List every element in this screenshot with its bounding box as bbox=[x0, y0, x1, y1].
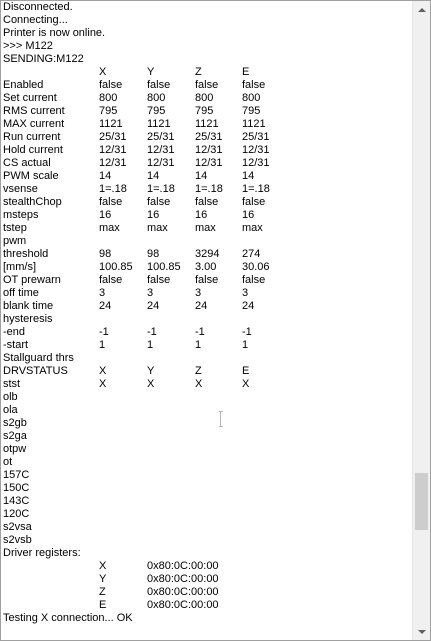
console-text: >>> M122 bbox=[3, 40, 53, 52]
stat-row bbox=[3, 521, 411, 534]
stat-row bbox=[3, 469, 411, 482]
stat-row bbox=[3, 326, 411, 339]
stat-value: 24 bbox=[242, 300, 255, 312]
stat-value: X bbox=[99, 378, 107, 390]
stat-value: false bbox=[242, 196, 266, 208]
console-line bbox=[3, 1, 411, 14]
stat-row bbox=[3, 404, 411, 417]
stat-value: -1 bbox=[242, 326, 252, 338]
stat-value: 12/31 bbox=[147, 157, 175, 169]
stat-value: max bbox=[99, 222, 120, 234]
stat-value: 25/31 bbox=[99, 131, 127, 143]
stat-row bbox=[3, 157, 411, 170]
stat-label: tstep bbox=[3, 222, 27, 234]
scroll-down-button[interactable] bbox=[413, 623, 430, 640]
stat-value: -1 bbox=[99, 326, 109, 338]
console-text: Disconnected. bbox=[3, 1, 73, 13]
stat-value: 25/31 bbox=[147, 131, 175, 143]
stat-value: 3 bbox=[147, 287, 154, 299]
stat-row bbox=[3, 443, 411, 456]
stat-label: vsense bbox=[3, 183, 38, 195]
stat-value: 98 bbox=[147, 248, 160, 260]
stat-label: DRVSTATUS bbox=[3, 365, 68, 377]
stat-row bbox=[3, 261, 411, 274]
axis-label: Y bbox=[147, 66, 155, 78]
stat-value: 1121 bbox=[99, 118, 123, 130]
stat-label: 150C bbox=[3, 482, 30, 494]
stat-label: msteps bbox=[3, 209, 39, 221]
stat-value: 12/31 bbox=[99, 144, 127, 156]
stat-value: Y bbox=[147, 365, 155, 377]
stat-label: -end bbox=[3, 326, 26, 338]
stat-row bbox=[3, 79, 411, 92]
stat-row bbox=[3, 287, 411, 300]
stat-value: 1=.18 bbox=[147, 183, 175, 195]
stat-row bbox=[3, 92, 411, 105]
stat-row bbox=[3, 222, 411, 235]
stat-label: Stallguard thrs bbox=[3, 352, 74, 364]
axis-label: E bbox=[242, 66, 250, 78]
stat-value: max bbox=[147, 222, 168, 234]
stat-row bbox=[3, 482, 411, 495]
scroll-up-button[interactable] bbox=[413, 1, 430, 18]
console-line bbox=[3, 40, 411, 53]
stat-value: 16 bbox=[195, 209, 208, 221]
stat-value: 16 bbox=[99, 209, 112, 221]
stat-value: 274 bbox=[242, 248, 261, 260]
stat-value: X bbox=[147, 378, 155, 390]
register-row bbox=[3, 586, 411, 599]
stat-row bbox=[3, 339, 411, 352]
stat-value: 12/31 bbox=[242, 144, 270, 156]
stat-value: 98 bbox=[99, 248, 112, 260]
stat-value: 100.85 bbox=[147, 261, 181, 273]
stat-row bbox=[3, 196, 411, 209]
stat-value: 16 bbox=[147, 209, 160, 221]
stat-label: otpw bbox=[3, 443, 27, 455]
console-text: SENDING:M122 bbox=[3, 53, 84, 65]
stat-label: olb bbox=[3, 391, 18, 403]
stat-value: false bbox=[147, 196, 171, 208]
stat-row bbox=[3, 365, 411, 378]
stat-value: 3.00 bbox=[195, 261, 217, 273]
stat-value: false bbox=[99, 196, 123, 208]
vertical-scrollbar[interactable] bbox=[412, 1, 430, 640]
stat-label: CS actual bbox=[3, 157, 51, 169]
register-row bbox=[3, 573, 411, 586]
stat-label: s2vsb bbox=[3, 534, 32, 546]
console-line bbox=[3, 53, 411, 66]
stat-value: 16 bbox=[242, 209, 255, 221]
register-axis: Y bbox=[99, 573, 107, 585]
stat-row bbox=[3, 495, 411, 508]
stat-value: max bbox=[195, 222, 216, 234]
register-row bbox=[3, 599, 411, 612]
stat-label: threshold bbox=[3, 248, 49, 260]
register-axis: Z bbox=[99, 586, 106, 598]
stat-value: 800 bbox=[147, 92, 166, 104]
stat-label: 143C bbox=[3, 495, 30, 507]
stat-value: 24 bbox=[99, 300, 112, 312]
register-value: 0x80:0C:00:00 bbox=[147, 599, 219, 611]
stat-label: -start bbox=[3, 339, 29, 351]
stat-value: 800 bbox=[99, 92, 118, 104]
stat-value: X bbox=[195, 378, 203, 390]
stat-row bbox=[3, 105, 411, 118]
stat-value: 12/31 bbox=[242, 157, 270, 169]
stat-label: stst bbox=[3, 378, 21, 390]
stat-value: -1 bbox=[195, 326, 205, 338]
stat-label: RMS current bbox=[3, 105, 65, 117]
stat-row bbox=[3, 547, 411, 560]
stat-label: blank time bbox=[3, 300, 54, 312]
stat-value: 12/31 bbox=[99, 157, 127, 169]
stat-label: Run current bbox=[3, 131, 61, 143]
stat-value: X bbox=[242, 378, 250, 390]
stat-label: s2vsa bbox=[3, 521, 32, 533]
stat-value: 1 bbox=[99, 339, 106, 351]
stat-value: E bbox=[242, 365, 250, 377]
stat-value: false bbox=[99, 79, 123, 91]
stat-value: 800 bbox=[242, 92, 261, 104]
stat-label: ola bbox=[3, 404, 18, 416]
register-row bbox=[3, 560, 411, 573]
stat-value: 1 bbox=[242, 339, 249, 351]
stat-value: 1 bbox=[147, 339, 154, 351]
stat-row bbox=[3, 391, 411, 404]
stat-value: 30.06 bbox=[242, 261, 270, 273]
stat-row bbox=[3, 274, 411, 287]
stat-value: 24 bbox=[147, 300, 160, 312]
stat-value: 795 bbox=[242, 105, 261, 117]
stat-value: 12/31 bbox=[147, 144, 175, 156]
stat-value: 14 bbox=[99, 170, 112, 182]
stat-value: 3 bbox=[195, 287, 202, 299]
stat-value: Z bbox=[195, 365, 202, 377]
scrollbar-thumb[interactable] bbox=[415, 473, 428, 530]
stat-label: Hold current bbox=[3, 144, 63, 156]
stat-value: -1 bbox=[147, 326, 157, 338]
i-beam-cursor-icon bbox=[219, 411, 223, 427]
console-line bbox=[3, 14, 411, 27]
stat-row bbox=[3, 118, 411, 131]
stat-value: 3294 bbox=[195, 248, 220, 260]
stat-value: max bbox=[242, 222, 263, 234]
stat-value: false bbox=[195, 79, 219, 91]
stat-value: 1=.18 bbox=[195, 183, 223, 195]
stat-label: stealthChop bbox=[3, 196, 62, 208]
stat-value: 14 bbox=[147, 170, 160, 182]
stat-value: false bbox=[147, 274, 171, 286]
stat-value: false bbox=[195, 196, 219, 208]
stat-value: 1121 bbox=[242, 118, 266, 130]
stat-label: pwm bbox=[3, 235, 27, 247]
stat-value: 12/31 bbox=[195, 157, 223, 169]
stat-value: 25/31 bbox=[242, 131, 270, 143]
stat-label: Set current bbox=[3, 92, 57, 104]
stat-value: 12/31 bbox=[195, 144, 223, 156]
stat-row bbox=[3, 183, 411, 196]
stat-value: 800 bbox=[195, 92, 214, 104]
register-axis: X bbox=[99, 560, 107, 572]
stat-row bbox=[3, 248, 411, 261]
stat-label: s2ga bbox=[3, 430, 27, 442]
stat-row bbox=[3, 352, 411, 365]
stat-label: hysteresis bbox=[3, 313, 53, 325]
register-value: 0x80:0C:00:00 bbox=[147, 586, 219, 598]
stat-value: false bbox=[147, 79, 171, 91]
stat-label: [mm/s] bbox=[3, 261, 36, 273]
stat-label: Enabled bbox=[3, 79, 44, 91]
stat-value: 1=.18 bbox=[99, 183, 127, 195]
stat-value: false bbox=[195, 274, 219, 286]
stat-value: X bbox=[99, 365, 107, 377]
stat-row bbox=[3, 456, 411, 469]
stat-row bbox=[3, 131, 411, 144]
stat-value: 1121 bbox=[147, 118, 171, 130]
stat-value: 795 bbox=[195, 105, 214, 117]
stat-label: s2gb bbox=[3, 417, 27, 429]
stat-row bbox=[3, 235, 411, 248]
stat-row bbox=[3, 378, 411, 391]
stat-label: MAX current bbox=[3, 118, 65, 130]
stat-value: 25/31 bbox=[195, 131, 223, 143]
stat-row bbox=[3, 534, 411, 547]
stat-label: 157C bbox=[3, 469, 30, 481]
stat-row bbox=[3, 209, 411, 222]
stat-label: off time bbox=[3, 287, 39, 299]
stat-value: 795 bbox=[99, 105, 118, 117]
axis-header-row bbox=[3, 66, 411, 79]
axis-label: X bbox=[99, 66, 107, 78]
stat-value: 795 bbox=[147, 105, 166, 117]
arrow-down-icon bbox=[418, 630, 426, 634]
stat-row bbox=[3, 300, 411, 313]
stat-value: false bbox=[99, 274, 123, 286]
stat-label: ot bbox=[3, 456, 13, 468]
stat-value: 24 bbox=[195, 300, 208, 312]
stat-value: 3 bbox=[99, 287, 106, 299]
stat-row bbox=[3, 144, 411, 157]
stat-row bbox=[3, 508, 411, 521]
axis-label: Z bbox=[195, 66, 202, 78]
stat-row bbox=[3, 417, 411, 430]
register-axis: E bbox=[99, 599, 107, 611]
stat-value: 1=.18 bbox=[242, 183, 270, 195]
stat-value: 3 bbox=[242, 287, 249, 299]
stat-label: PWM scale bbox=[3, 170, 59, 182]
stat-row bbox=[3, 430, 411, 443]
stat-value: 100.85 bbox=[99, 261, 133, 273]
register-value: 0x80:0C:00:00 bbox=[147, 560, 219, 572]
console-text: Testing X connection... OK bbox=[3, 612, 133, 624]
console-line bbox=[3, 612, 411, 625]
register-value: 0x80:0C:00:00 bbox=[147, 573, 219, 585]
console-line bbox=[3, 27, 411, 40]
stat-value: false bbox=[242, 79, 266, 91]
stat-value: false bbox=[242, 274, 266, 286]
stat-label: OT prewarn bbox=[3, 274, 61, 286]
console-log bbox=[3, 1, 411, 640]
stat-value: 1 bbox=[195, 339, 202, 351]
console-text: Connecting... bbox=[3, 14, 68, 26]
arrow-up-icon bbox=[418, 8, 426, 12]
stat-value: 14 bbox=[242, 170, 255, 182]
stat-row bbox=[3, 170, 411, 183]
stat-value: 1121 bbox=[195, 118, 219, 130]
stat-row bbox=[3, 313, 411, 326]
stat-value: 14 bbox=[195, 170, 208, 182]
stat-label: Driver registers: bbox=[3, 547, 81, 559]
console-text: Printer is now online. bbox=[3, 27, 106, 39]
stat-label: 120C bbox=[3, 508, 30, 520]
